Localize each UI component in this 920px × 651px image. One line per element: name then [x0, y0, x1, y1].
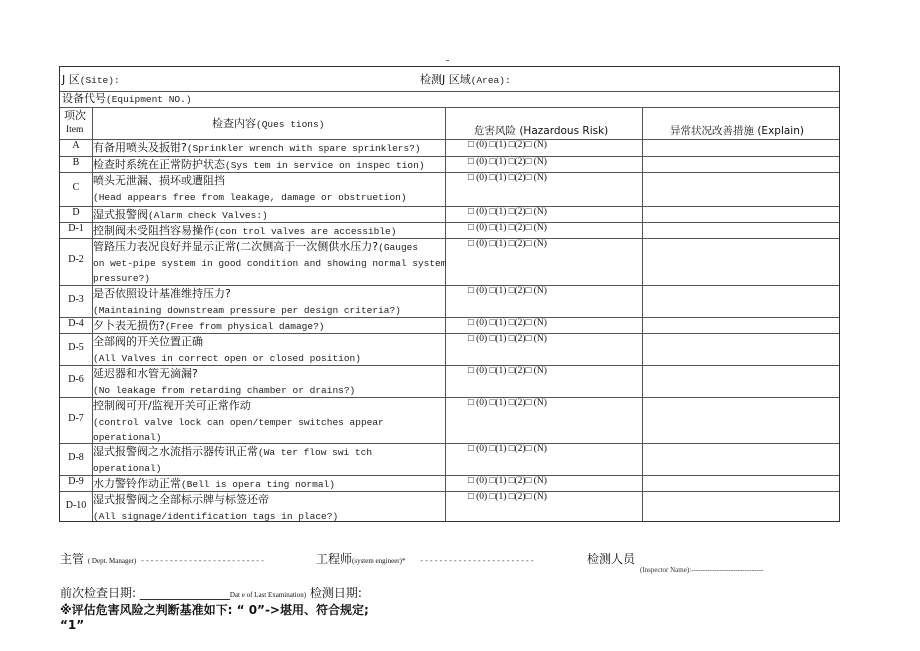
equipment-label-en: (Equipment NO.) [106, 94, 192, 105]
row-desc-zh: 湿式报警阀之全部标示牌与标签还帝 [93, 493, 269, 506]
site-label-en: (Site): [79, 75, 120, 86]
row-desc-zh: 检查时系统在正常防护状态 [93, 158, 225, 171]
row-desc-zh: 全部阀的开关位置正确 [93, 335, 203, 348]
criteria-text-2: “1” [60, 618, 85, 632]
row-desc-en: (Alarm check Valves:) [148, 210, 268, 221]
row-desc-en: (Bell is opera ting normal) [181, 479, 335, 490]
row-description [93, 286, 503, 318]
risk-checkboxes[interactable]: □ (0) □(1) □(2)□ (N) [468, 223, 547, 233]
row-desc-zh: 有备用喷头及扳钳? [93, 141, 187, 154]
row-desc-zh: 喷头无泄漏、损坏或遭阻挡 [93, 174, 225, 187]
row-item-no: D-4 [68, 317, 84, 329]
row-description [93, 173, 503, 205]
row-desc-en-cont: on wet-pipe system in good condition and showing normal system [93, 257, 447, 269]
row-description [93, 239, 503, 287]
row-item-no: D-6 [68, 373, 84, 385]
row-item-no: A [72, 140, 80, 151]
row-item-no: D-9 [68, 475, 84, 487]
row-description [93, 318, 503, 335]
row-item-no: B [72, 156, 80, 168]
row-description [93, 223, 503, 240]
equipment-label: 设备代号 [62, 92, 106, 105]
dept-manager-label: 主管 [60, 552, 85, 566]
row-description [93, 140, 503, 157]
row-desc-en: (Maintaining downstream pressure per design criteria?) [93, 304, 401, 316]
col-content-zh: 检查内容 [212, 117, 256, 130]
row-description [93, 444, 503, 476]
row-item-no: D [72, 206, 80, 218]
row-desc-zh: 湿式报警阀 [93, 208, 148, 221]
row-description [93, 492, 503, 524]
row-desc-zh: 延迟器和水管无滴漏? [93, 367, 198, 380]
dept-manager-en: ( Dept. Manager) [87, 557, 137, 565]
row-desc-en: (No leakage from retarding chamber or drains?) [93, 384, 356, 396]
last-exam-row [60, 584, 362, 601]
row-desc-zh: 水力警铃作动正常 [93, 477, 181, 490]
row-desc-zh: 夕卜表无损伤? [93, 319, 165, 332]
risk-checkboxes[interactable]: □ (0) □(1) □(2)□ (N) [468, 492, 547, 502]
col-content-en: (Ques tions) [256, 119, 325, 130]
row-item-no: D-7 [68, 412, 84, 424]
risk-checkboxes[interactable]: □ (0) □(1) □(2)□ (N) [468, 444, 547, 454]
row-item-no: D-10 [65, 499, 87, 511]
row-desc-en: (control valve lock can open/temper switches appear [93, 416, 384, 428]
row-desc-en-cont: operational) [93, 432, 162, 443]
row-description [93, 157, 503, 174]
row-description [93, 476, 503, 493]
last-exam-en: Dat e of Last Examination) [229, 591, 307, 599]
risk-checkboxes[interactable]: □ (0) □(1) □(2)□ (N) [468, 318, 547, 328]
col-item-en: Item [66, 125, 84, 135]
row-description [93, 366, 503, 398]
row-desc-en: (Gauges [378, 242, 419, 253]
row-desc-en: (Free from physical damage?) [164, 321, 325, 332]
row-item-no: D-2 [68, 254, 84, 265]
row-item-no: D-8 [68, 451, 84, 463]
row-item-no: D-1 [68, 222, 84, 234]
row-description [93, 398, 503, 446]
row-desc-en: (All signage/identification tags in place?) [93, 510, 339, 522]
risk-checkboxes[interactable]: □ (0) □(1) □(2)□ (N) [468, 398, 547, 408]
row-desc-en: (Wa ter flow swi tch [258, 447, 373, 458]
row-desc-zh: 控制阀未受阻挡容易操作 [93, 224, 214, 237]
risk-checkboxes[interactable]: □ (0) □(1) □(2)□ (N) [468, 286, 547, 296]
risk-checkboxes[interactable]: □ (0) □(1) □(2)□ (N) [468, 334, 547, 344]
engineer-line: ------------------------ [419, 557, 535, 566]
risk-checkboxes[interactable]: □ (0) □(1) □(2)□ (N) [468, 366, 547, 376]
row-desc-en-cont: pressure?) [93, 273, 151, 284]
risk-checkboxes[interactable]: □ (0) □(1) □(2)□ (N) [468, 207, 547, 217]
row-desc-zh: 湿式报警阀之水流指示器传讯正常 [93, 445, 258, 458]
row-desc-en: (Sys tem in service on inspec tion) [225, 160, 425, 171]
row-desc-zh: 是否依照设计基准维持压力? [93, 287, 231, 300]
row-desc-en: (Sprinkler wrench with spare sprinklers?) [186, 143, 421, 154]
area-label: 检测J 区域 [420, 73, 471, 86]
inspection-table [59, 66, 840, 522]
row-desc-en: (Head appears free from leakage, damage or obstruetion) [93, 191, 407, 203]
criteria-text: ※评估危害风险之判断基准如下: “ 0”->堪用、符合规定; [60, 603, 369, 617]
risk-checkboxes[interactable]: □ (0) □(1) □(2)□ (N) [468, 140, 547, 150]
col-explain: 异常状况改善措施 (Explain) [670, 125, 804, 137]
engineer-label: 工程师 [316, 552, 353, 566]
risk-checkboxes[interactable]: □ (0) □(1) □(2)□ (N) [468, 476, 547, 486]
top-mark [446, 60, 449, 61]
row-desc-en: (All Valves in correct open or closed position) [93, 352, 361, 364]
exam-date-label: 检测日期: [309, 586, 362, 600]
row-item-no: C [72, 181, 80, 193]
risk-checkboxes[interactable]: □ (0) □(1) □(2)□ (N) [468, 157, 547, 167]
row-desc-en: (con trol valves are accessible) [214, 226, 397, 237]
area-label-en: (Area): [470, 75, 511, 86]
row-item-no: D-5 [68, 341, 84, 353]
site-label: J 区 [62, 73, 80, 86]
last-exam-label: 前次检查日期: [60, 586, 137, 600]
col-risk: 危害风险 (Hazardous Risk) [474, 125, 609, 137]
dept-manager-line: -------------------------- [140, 557, 265, 566]
row-desc-zh: 控制阀可开/监视开关可正常作动 [93, 399, 251, 412]
risk-checkboxes[interactable]: □ (0) □(1) □(2)□ (N) [468, 239, 547, 249]
inspector-en: (Inspector Name):------------------------------- [640, 566, 764, 574]
row-description [93, 334, 503, 366]
row-desc-en-cont: operational) [93, 462, 162, 474]
risk-checkboxes[interactable]: □ (0) □(1) □(2)□ (N) [468, 173, 547, 183]
inspector-label: 检测人员 [587, 552, 636, 566]
row-description [93, 207, 503, 224]
col-item-zh: 项次 [64, 109, 86, 122]
row-desc-zh: 管路压力表况良好并显示正常(二次侧高于一次侧供水压力? [93, 240, 379, 253]
engineer-en: (system engineer)* [352, 557, 406, 565]
row-item-no: D-3 [68, 293, 84, 305]
last-exam-blank: _______________ [139, 586, 230, 600]
